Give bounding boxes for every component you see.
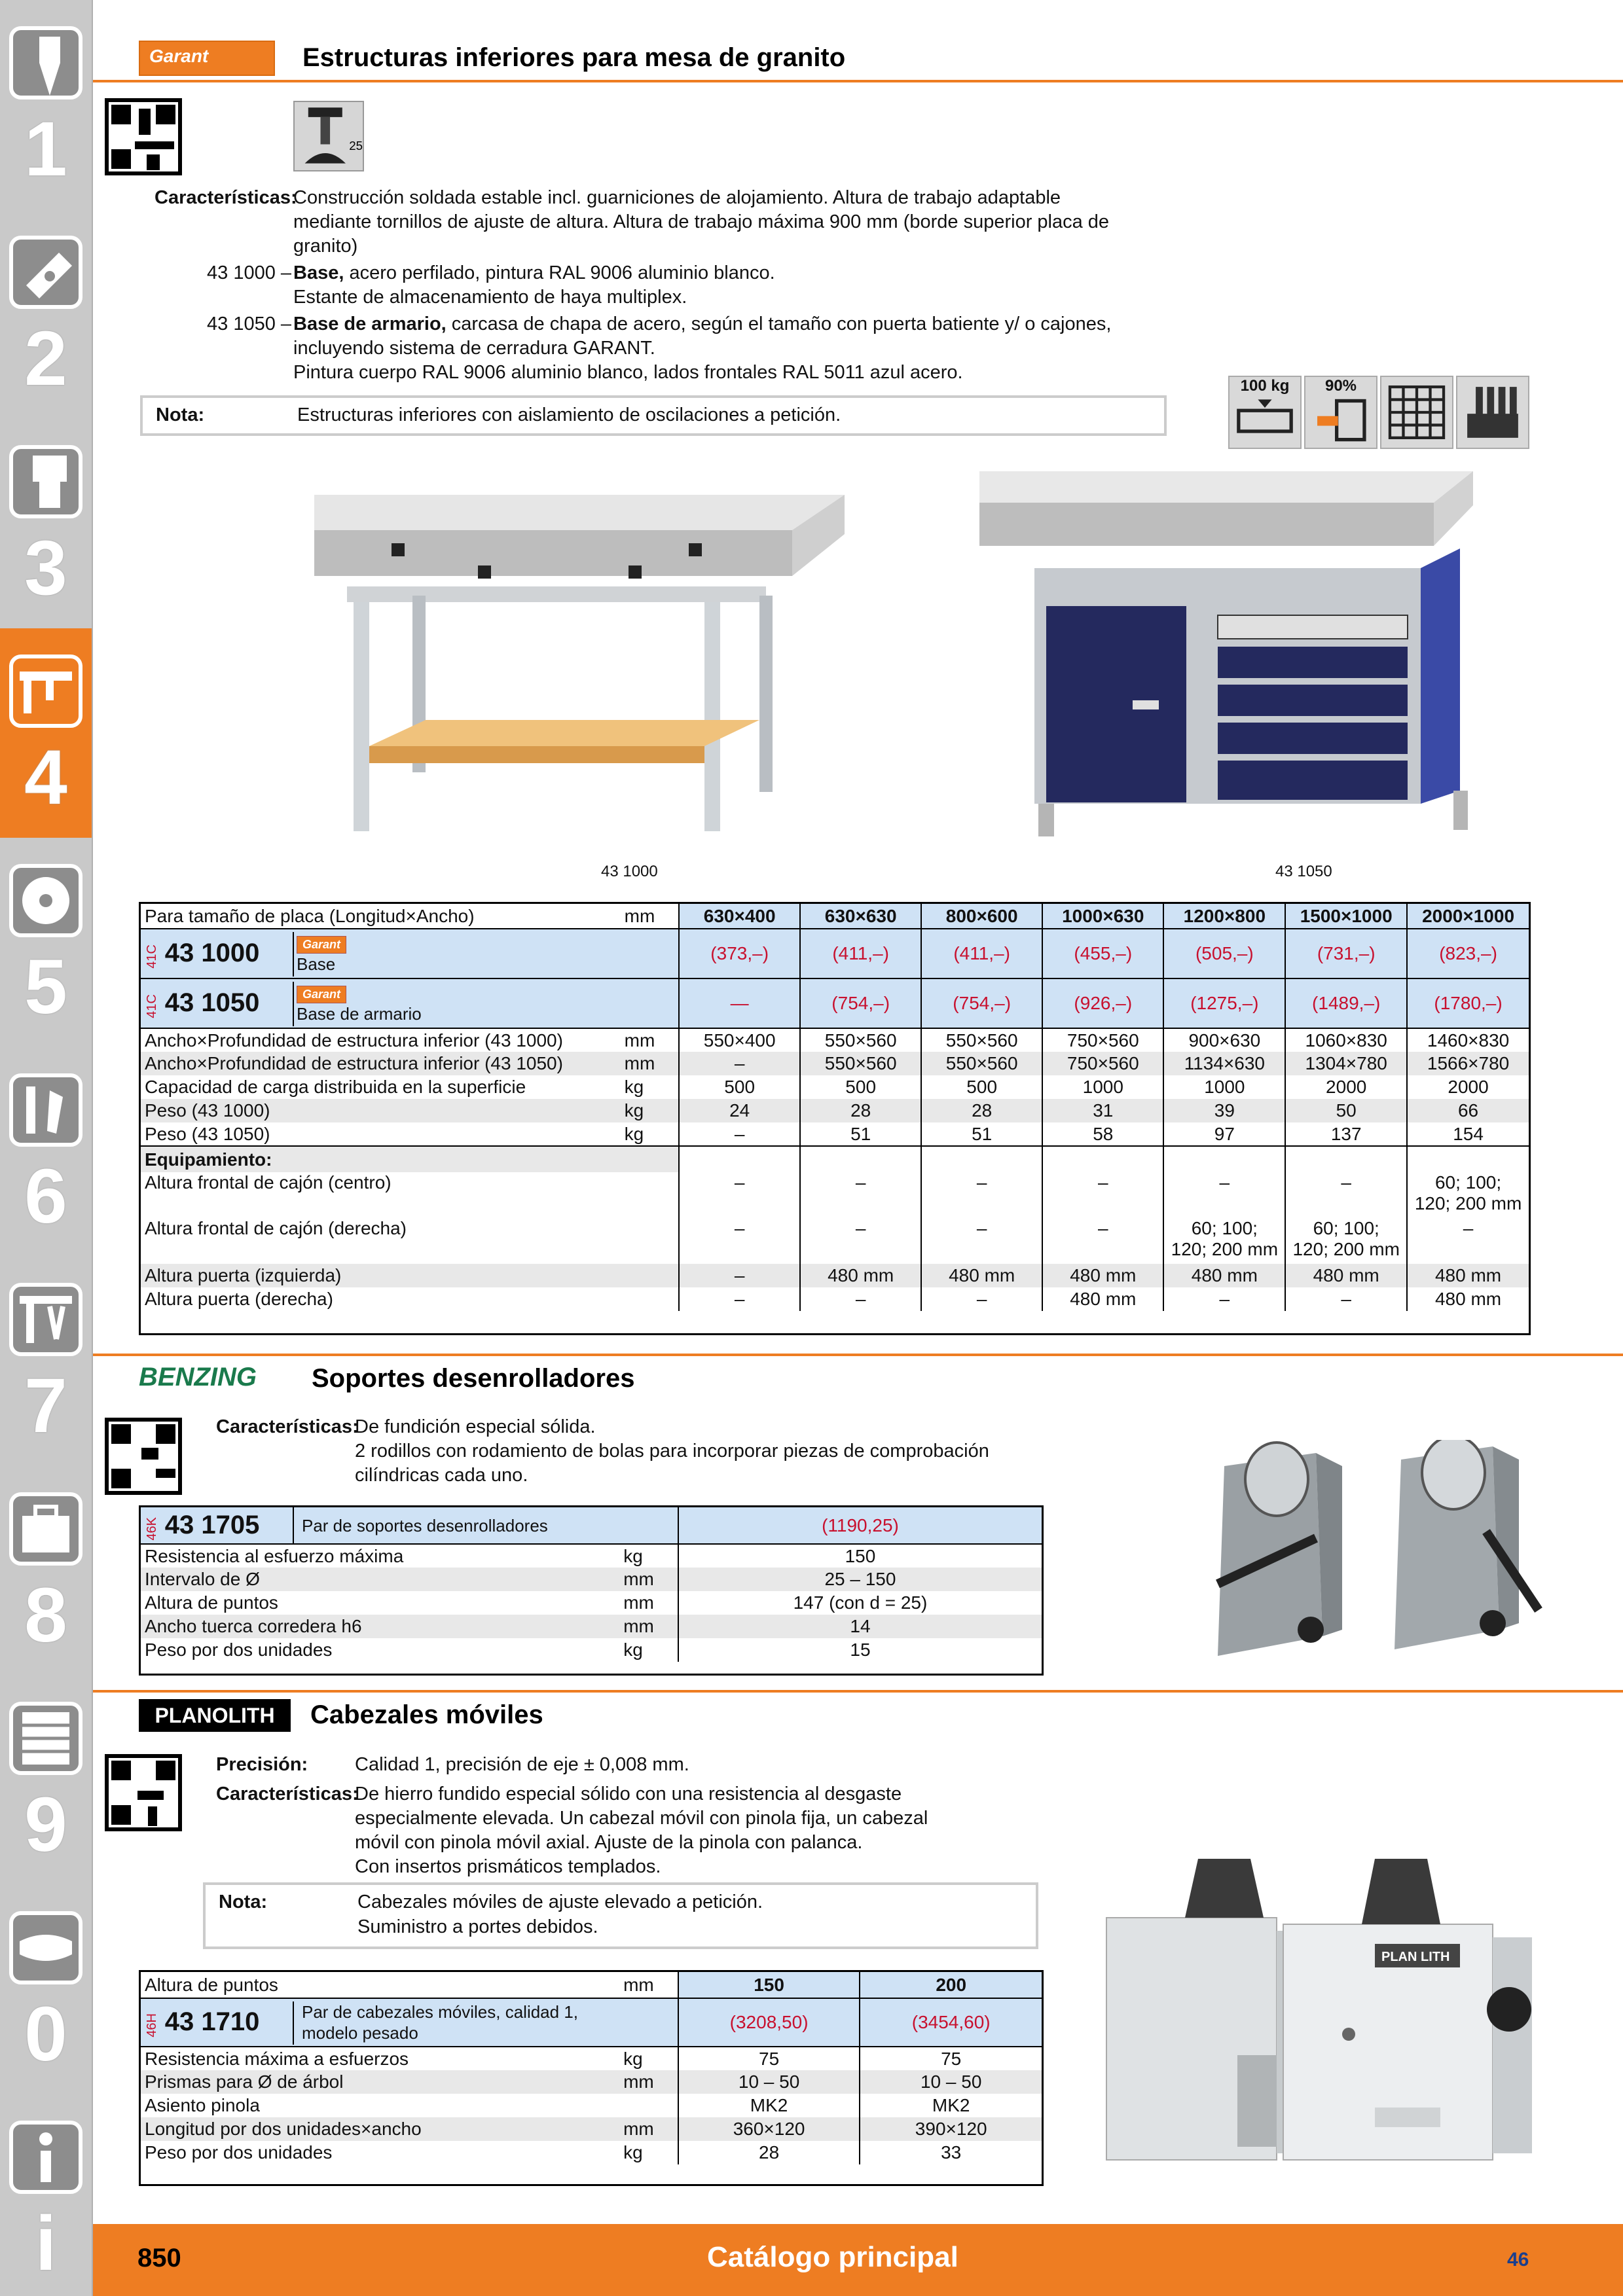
article-row (141, 1507, 1042, 1544)
table-row (141, 1122, 1529, 1146)
row-unit: mm (624, 1030, 655, 1050)
cell-value: 75 (678, 2047, 860, 2070)
article-row (141, 1998, 1042, 2047)
table-row (141, 1172, 1529, 1218)
image-caption: 43 1050 (1275, 863, 1332, 880)
cell-value: 1000 (1042, 1075, 1163, 1099)
cell-value: 28 (800, 1099, 921, 1122)
cell-value: 97 (1163, 1122, 1285, 1146)
article-row (141, 978, 1529, 1028)
price: (455,–) (1042, 929, 1163, 978)
row-label: Peso por dos unidades (145, 2142, 333, 2162)
cell-value: 2000 (1285, 1075, 1407, 1099)
table-row (141, 1028, 1529, 1052)
cell-value: 480 mm (1042, 1264, 1163, 1287)
row-label: Peso (43 1000) (145, 1100, 270, 1121)
table-row (141, 2094, 1042, 2117)
sidebar-tab-number: 7 (24, 1363, 67, 1449)
price: (754,–) (800, 978, 921, 1028)
qr-code-icon (105, 1418, 182, 1495)
price: (1275,–) (1163, 978, 1285, 1028)
cell-value: 66 (1407, 1099, 1529, 1122)
extension-icon: 90% (1304, 376, 1377, 449)
cell-value: 58 (1042, 1122, 1163, 1146)
article-number: 43 1000 (164, 939, 260, 968)
note-label: Nota: (156, 404, 205, 425)
cell-value: 51 (800, 1122, 921, 1146)
size-column: 1500×1000 (1285, 904, 1407, 929)
row-label: Peso por dos unidades (145, 1640, 333, 1660)
sidebar-tab-number: 5 (24, 944, 67, 1030)
pliers-icon (9, 1283, 82, 1356)
cell-value: 750×560 (1042, 1028, 1163, 1052)
cell-value: – (1042, 1218, 1163, 1264)
product-image-431050 (976, 463, 1480, 856)
article-desc: Par de cabezales móviles, calidad 1, (302, 2002, 579, 2022)
table-header-label: Para tamaño de placa (Longitud×Ancho) (145, 905, 475, 926)
cell-value: 550×400 (679, 1028, 800, 1052)
size-column: 150 (678, 1972, 860, 1998)
cell-value: 10 – 50 (678, 2070, 860, 2094)
sidebar-tab-number: 6 (24, 1153, 67, 1240)
price: (1780,–) (1407, 978, 1529, 1028)
catalog-title: Catálogo principal (707, 2241, 958, 2273)
item-code: 43 1050 – (207, 314, 292, 334)
features-label: Características: (155, 187, 297, 208)
row-label: Resistencia al esfuerzo máxima (145, 1545, 404, 1566)
item-desc: Estante de almacenamiento de haya multiplex. (293, 287, 687, 308)
price: (411,–) (800, 929, 921, 978)
row-unit: mm (623, 1616, 654, 1636)
garant-logo: Garant (139, 41, 275, 76)
precision-features-block (216, 1753, 1067, 1879)
features-block (216, 1415, 1067, 1488)
size-column: 2000×1000 (1407, 904, 1529, 929)
equipment-header-row (141, 1146, 1529, 1172)
sidebar-tab-number: 9 (24, 1782, 67, 1868)
cell-value: 1060×830 (1285, 1028, 1407, 1052)
cell-value: – (1163, 1287, 1285, 1311)
size-column: 1200×800 (1163, 904, 1285, 929)
cell-value: – (679, 1122, 800, 1146)
cell-value: 550×560 (800, 1028, 921, 1052)
cell-value: 28 (678, 2141, 860, 2164)
article-desc: Par de soportes desenrolladores (293, 1507, 548, 1544)
cell-value: – (921, 1172, 1042, 1218)
cell-value: 500 (679, 1075, 800, 1099)
features-line: De hierro fundido especial sólido con una resistencia al desgaste (355, 1784, 902, 1804)
cell-value: 10 – 50 (860, 2070, 1042, 2094)
cell-value: 1566×780 (1407, 1052, 1529, 1075)
sidebar-tab-5[interactable] (0, 838, 92, 1047)
image-caption: 43 1000 (601, 863, 658, 880)
cell-value: 390×120 (860, 2117, 1042, 2141)
cell-value: – (1407, 1218, 1529, 1264)
qr-code-icon (105, 98, 182, 175)
size-column: 200 (860, 1972, 1042, 1998)
sidebar-tab-7[interactable] (0, 1257, 92, 1466)
cell-value: – (679, 1264, 800, 1287)
cell-value: 50 (1285, 1099, 1407, 1122)
height-adjust-icon (293, 101, 364, 171)
price: (823,–) (1407, 929, 1529, 978)
table-header-unit: mm (623, 1974, 654, 1995)
equipment-label: Equipamiento: (141, 1146, 621, 1172)
cell-value: 25 – 150 (678, 1568, 1042, 1591)
row-unit: kg (624, 1077, 644, 1097)
cell-value: 2000 (1407, 1075, 1529, 1099)
cell-value: – (800, 1218, 921, 1264)
cell-value: 480 mm (1285, 1264, 1407, 1287)
load-capacity-icon: 100 kg (1228, 376, 1302, 449)
note-text: Suministro a portes debidos. (357, 1916, 598, 1937)
table-row (141, 1099, 1529, 1122)
cell-value: 750×560 (1042, 1052, 1163, 1075)
article-row (141, 929, 1529, 978)
size-column: 630×400 (679, 904, 800, 929)
row-label: Altura de puntos (145, 1592, 278, 1613)
row-unit: kg (623, 2142, 643, 2162)
item-name: Base, (293, 262, 344, 283)
sidebar-tab-1[interactable] (0, 0, 92, 209)
cell-value: 900×630 (1163, 1028, 1285, 1052)
row-unit: kg (624, 1123, 644, 1144)
price: (1489,–) (1285, 978, 1407, 1028)
features-line: móvil con pinola móvil axial. Ajuste de la pinola con palanca. (355, 1832, 863, 1853)
precision-label: Precisión: (216, 1754, 308, 1775)
cell-value: 137 (1285, 1122, 1407, 1146)
row-unit: mm (623, 1569, 654, 1589)
table-row (141, 1218, 1529, 1264)
table-header-row (141, 904, 1529, 929)
table-header-row (141, 1972, 1042, 1998)
features-line: Con insertos prismáticos templados. (355, 1856, 661, 1877)
row-label: Resistencia máxima a esfuerzos (145, 2048, 409, 2069)
cell-value: 51 (921, 1122, 1042, 1146)
features-line: Construcción soldada estable incl. guarniciones de alojamiento. Altura de trabajo adaptable (293, 187, 1061, 208)
row-label: Capacidad de carga distribuida en la superficie (145, 1077, 526, 1097)
row-unit: mm (623, 2072, 654, 2092)
price: (731,–) (1285, 929, 1407, 978)
cell-value: 60; 100; 120; 200 mm (1407, 1172, 1529, 1218)
price: (1190,25) (678, 1507, 1042, 1544)
article-desc: Base de armario (297, 1004, 422, 1024)
cell-value: 500 (921, 1075, 1042, 1099)
cell-value: 28 (921, 1099, 1042, 1122)
table-header-unit: mm (624, 905, 655, 926)
table-row (141, 2141, 1042, 2164)
section-title: Estructuras inferiores para mesa de granito (302, 43, 846, 72)
item-name: Base de armario, (293, 314, 447, 334)
cell-value: 31 (1042, 1099, 1163, 1122)
row-label: Ancho tuerca corredera h6 (145, 1616, 362, 1636)
cell-value: 60; 100; 120; 200 mm (1163, 1218, 1285, 1264)
price: (373,–) (679, 929, 800, 978)
item-desc: incluyendo sistema de cerradura GARANT. (293, 338, 655, 359)
cell-value: – (800, 1172, 921, 1218)
table-row (141, 1287, 1529, 1311)
cell-value: 500 (800, 1075, 921, 1099)
cell-value: 480 mm (1163, 1264, 1285, 1287)
spec-table-tailstocks (139, 1970, 1044, 2186)
price: (754,–) (921, 978, 1042, 1028)
features-label: Características: (216, 1416, 359, 1437)
garant-mini-logo: Garant (297, 986, 346, 1003)
row-label: Ancho×Profundidad de estructura inferior (43 1050) (145, 1053, 563, 1073)
section-title: Soportes desenrolladores (312, 1364, 635, 1393)
cell-value: 480 mm (921, 1264, 1042, 1287)
note-box (140, 395, 1167, 436)
row-label: Longitud por dos unidades×ancho (145, 2119, 422, 2139)
cell-value: – (921, 1218, 1042, 1264)
price-group-tag: 41C (145, 944, 159, 969)
cell-value: 15 (678, 1638, 1042, 1662)
item-desc: Pintura cuerpo RAL 9006 aluminio blanco, lados frontales RAL 5011 azul acero. (293, 362, 963, 383)
cell-value: 360×120 (678, 2117, 860, 2141)
row-unit (619, 2094, 678, 2117)
sidebar-tab-number: 2 (24, 315, 67, 402)
article-number: 43 1710 (164, 2007, 260, 2037)
cell-value: – (679, 1172, 800, 1218)
features-line: especialmente elevada. Un cabezal móvil con pinola fija, un cabezal (355, 1808, 928, 1829)
table-row (141, 1638, 1042, 1662)
features-line: mediante tornillos de ajuste de altura. Altura de trabajo máxima 900 mm (borde superior placa de (293, 211, 1110, 232)
sidebar-tab-8[interactable] (0, 1466, 92, 1676)
cell-value: – (921, 1287, 1042, 1311)
table-row (141, 1264, 1529, 1287)
features-label: Características: (216, 1784, 359, 1804)
sidebar-tab-3[interactable] (0, 419, 92, 628)
table-row (141, 1544, 1042, 1568)
note-label: Nota: (219, 1892, 268, 1912)
section-divider (93, 1690, 1623, 1693)
cell-value: 480 mm (1042, 1287, 1163, 1311)
wrench-icon (9, 1073, 82, 1147)
cabinet-icon (9, 1702, 82, 1775)
info-icon (9, 2121, 82, 2194)
spec-table-granite-bases (139, 902, 1531, 1335)
svg-text:PLAN LITH: PLAN LITH (1381, 1950, 1450, 1964)
size-column: 1000×630 (1042, 904, 1163, 929)
table-row (141, 2117, 1042, 2141)
features-line: De fundición especial sólida. (355, 1416, 596, 1437)
cell-value: 550×560 (800, 1052, 921, 1075)
milling-insert-icon (9, 236, 82, 309)
cell-value: MK2 (860, 2094, 1042, 2117)
row-unit: mm (624, 1053, 655, 1073)
table-row (141, 1568, 1042, 1591)
table-row (141, 1075, 1529, 1099)
safety-goggles-icon (9, 1911, 82, 1984)
cell-value: – (1163, 1172, 1285, 1218)
size-column: 800×600 (921, 904, 1042, 929)
precision-text: Calidad 1, precisión de eje ± 0,008 mm. (355, 1754, 689, 1775)
sidebar-tab-9[interactable] (0, 1676, 92, 1885)
drawer-grid-icon (1380, 376, 1453, 449)
sidebar-tab-number: 4 (24, 734, 67, 821)
article-desc: Base (297, 954, 336, 974)
article-desc: modelo pesado (302, 2023, 418, 2043)
page-number: 850 (137, 2244, 181, 2272)
chapter-sidebar (0, 0, 93, 2296)
cell-value: 550×560 (921, 1052, 1042, 1075)
note-box (203, 1882, 1038, 1949)
cell-value: 33 (860, 2141, 1042, 2164)
price: (411,–) (921, 929, 1042, 978)
price: (505,–) (1163, 929, 1285, 978)
cell-value: 75 (860, 2047, 1042, 2070)
cell-value: 24 (679, 1099, 800, 1122)
planolith-logo: PLANOLITH (139, 1699, 291, 1732)
row-label: Ancho×Profundidad de estructura inferior (43 1000) (145, 1030, 563, 1050)
cell-value: 154 (1407, 1122, 1529, 1146)
price-group-tag: 41C (145, 994, 159, 1018)
features-line: cilíndricas cada uno. (355, 1465, 528, 1486)
row-label: Altura puerta (izquierda) (145, 1265, 342, 1285)
benzing-logo: BENZING (139, 1363, 257, 1391)
row-unit: kg (624, 1100, 644, 1121)
price: (3454,60) (860, 1998, 1042, 2047)
item-desc: carcasa de chapa de acero, según el tamaño con puerta batiente y/ o cajones, (446, 314, 1112, 334)
row-label: Altura frontal de cajón (centro) (145, 1172, 392, 1193)
cell-value: 1000 (1163, 1075, 1285, 1099)
cell-value: 60; 100; 120; 200 mm (1285, 1218, 1407, 1264)
table-row (141, 2070, 1042, 2094)
cell-value: 1134×630 (1163, 1052, 1285, 1075)
sidebar-tab-number: i (35, 2200, 57, 2287)
table-row (141, 1615, 1042, 1638)
cell-value: – (1042, 1172, 1163, 1218)
product-image-431000 (308, 484, 851, 857)
cell-value: 1460×830 (1407, 1028, 1529, 1052)
price: (926,–) (1042, 978, 1163, 1028)
cell-value: 147 (con d = 25) (678, 1591, 1042, 1615)
row-unit: mm (623, 2119, 654, 2139)
price-group-tag: 46H (145, 2013, 159, 2037)
sidebar-tab-4[interactable] (0, 628, 92, 838)
product-image-431710 (1100, 1859, 1558, 2166)
sidebar-tab-2[interactable] (0, 209, 92, 419)
table-row (141, 1052, 1529, 1075)
row-unit: kg (623, 1545, 643, 1566)
cell-value: 14 (678, 1615, 1042, 1638)
file-cabinet-icon (1456, 376, 1529, 449)
cell-value: – (679, 1218, 800, 1264)
row-label: Asiento pinola (145, 2095, 260, 2115)
cell-value: 480 mm (1407, 1287, 1529, 1311)
row-label: Prismas para Ø de árbol (145, 2072, 344, 2092)
cell-value: 39 (1163, 1099, 1285, 1122)
row-unit: kg (623, 1640, 643, 1660)
price: (3208,50) (678, 1998, 860, 2047)
drill-icon (9, 26, 82, 99)
note-text: Cabezales móviles de ajuste elevado a petición. (357, 1892, 763, 1912)
sub-page-number: 46 (1507, 2249, 1529, 2270)
table-row (141, 1591, 1042, 1615)
sidebar-tab-number: 0 (24, 1991, 67, 2077)
product-image-431705 (1198, 1440, 1565, 1689)
row-label: Altura frontal de cajón (derecha) (145, 1218, 407, 1238)
cell-value: – (1285, 1287, 1407, 1311)
cell-value: – (800, 1287, 921, 1311)
item-code: 43 1000 – (207, 262, 292, 283)
features-block (155, 186, 1176, 385)
features-line: granito) (293, 236, 358, 257)
sidebar-tab-number: 8 (24, 1572, 67, 1659)
features-line: 2 rodillos con rodamiento de bolas para incorporar piezas de comprobación (355, 1441, 989, 1462)
cell-value: 550×560 (921, 1028, 1042, 1052)
qr-code-icon (105, 1754, 182, 1831)
cell-value: – (1285, 1172, 1407, 1218)
table-header-label: Altura de puntos (145, 1974, 278, 1995)
saw-blade-icon (9, 864, 82, 937)
item-desc: acero perfilado, pintura RAL 9006 aluminio blanco. (344, 262, 775, 283)
cell-value: – (679, 1052, 800, 1075)
caliper-icon (9, 655, 82, 728)
sidebar-tab-i[interactable] (0, 2094, 92, 2296)
garant-mini-logo: Garant (297, 936, 346, 954)
spec-table-roll-supports (139, 1505, 1044, 1676)
size-column: 630×630 (800, 904, 921, 929)
cell-value: 480 mm (1407, 1264, 1529, 1287)
section-title: Cabezales móviles (310, 1700, 543, 1729)
section-divider (93, 80, 1623, 82)
section-divider (93, 1354, 1623, 1356)
row-label: Intervalo de Ø (145, 1569, 260, 1589)
price-group-tag: 46K (145, 1516, 159, 1541)
cell-value: 150 (678, 1544, 1042, 1568)
sidebar-tab-0[interactable] (0, 1885, 92, 2094)
cell-value: MK2 (678, 2094, 860, 2117)
row-label: Altura puerta (derecha) (145, 1289, 333, 1309)
sidebar-tab-number: 1 (24, 106, 67, 192)
note-text: Estructuras inferiores con aislamiento de oscilaciones a petición. (297, 404, 841, 425)
cell-value: 480 mm (800, 1264, 921, 1287)
tool-holder-icon (9, 445, 82, 518)
row-unit: kg (623, 2048, 643, 2069)
toolbox-icon (9, 1492, 82, 1566)
sidebar-tab-number: 3 (24, 525, 67, 611)
cell-value: – (679, 1287, 800, 1311)
sidebar-tab-6[interactable] (0, 1047, 92, 1257)
row-unit: mm (623, 1592, 654, 1613)
article-number: 43 1705 (164, 1510, 260, 1539)
cell-value: 1304×780 (1285, 1052, 1407, 1075)
row-label: Peso (43 1050) (145, 1123, 270, 1144)
article-number: 43 1050 (164, 988, 260, 1018)
table-row (141, 2047, 1042, 2070)
price: — (679, 978, 800, 1028)
svg-text:25: 25 (349, 138, 363, 152)
